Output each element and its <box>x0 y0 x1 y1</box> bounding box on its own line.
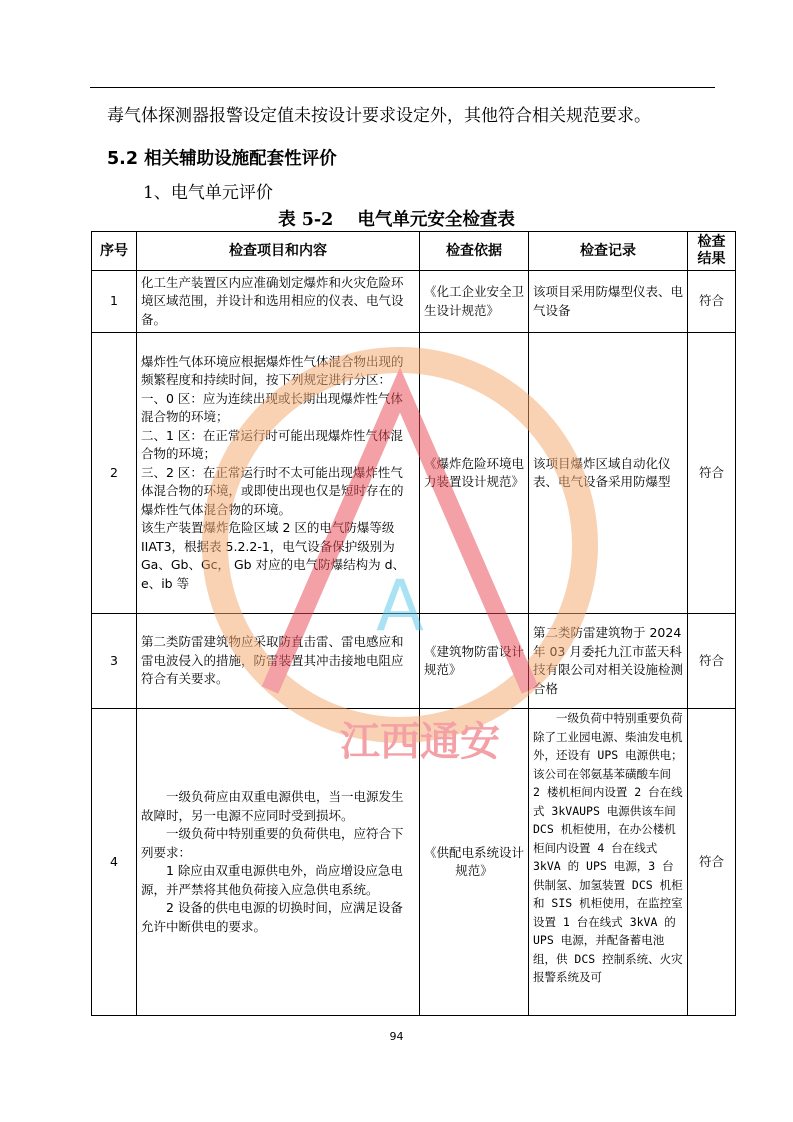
header-divider <box>90 87 715 88</box>
row-basis: 《供配电系统设计规范》 <box>420 709 529 1016</box>
table-caption-title: 电气单元安全检查表 <box>357 210 515 230</box>
table-header-row <box>92 232 736 271</box>
row-basis: 《建筑物防雷设计规范》 <box>420 614 529 709</box>
electrical-check-table <box>91 231 736 1016</box>
row-record: 一级负荷中特别重要负荷除了工业园电源、柴油发电机外，还设有 UPS 电源供电；该公司在邻氨基苯磺酸车间 2 楼机柜间内设置 2 台在线式 3kVAUPS 电源供该车间 DCS 机柜使用，在办公楼机柜间内设置 4 台在线式 3kVA 的 UPS 电源，3 台供制氢、加氢装置 DCS 机柜和 SIS 机柜使用，在监控室设置 1 台在线式 3kVA 的 UPS 电源，并配备蓄电池组，供 DCS 控制系统、火灾报警系统及可 <box>529 709 688 1016</box>
table-row <box>92 614 736 709</box>
section-title: 5.2 相关辅助设施配套性评价 <box>107 149 337 169</box>
table-caption-number: 表 5-2 <box>278 210 334 230</box>
row-no: 2 <box>92 333 137 614</box>
watermark-text: 江西通安 <box>340 719 500 765</box>
table-caption <box>0 206 793 231</box>
row-no: 4 <box>92 709 137 1016</box>
row-basis: 《爆炸危险环境电力装置设计规范》 <box>420 333 529 614</box>
intro-paragraph: 毒气体探测器报警设定值未按设计要求设定外，其他符合相关规范要求。 <box>107 106 651 126</box>
row-content: 第二类防雷建筑物应采取防直击雷、雷电感应和雷电波侵入的措施，防雷装置其冲击接地电阻应符合有关要求。 <box>137 614 420 709</box>
subsection-title: 1、电气单元评价 <box>143 183 273 203</box>
row-record: 该项目采用防爆型仪表、电气设备 <box>529 271 688 333</box>
table-row <box>92 333 736 614</box>
row-content: 爆炸性气体环境应根据爆炸性气体混合物出现的频繁程度和持续时间，按下列规定进行分区： 一、0 区：应为连续出现或长期出现爆炸性气体混合物的环境； 二、1 区：在正常运行时可能出现爆炸性气体混合物的环境； 三、2 区：在正常运行时不太可能出现爆炸性气体混合物的环境，或即使出现也仅是短时存在的爆炸性气体混合物的环境。 该生产装置爆炸危险区域 2 区的电气防爆等级 IIAT3，根据表 5.2.2-1，电气设备保护级别为 Ga、Gb、Gc， Gb 对应的电气防爆结构为 d、e、ib 等 <box>137 333 420 614</box>
row-no: 3 <box>92 614 137 709</box>
row-record: 该项目爆炸区域自动化仪表、电气设备采用防爆型 <box>529 333 688 614</box>
row-content: 化工生产装置区内应准确划定爆炸和火灾危险环境区域范围，并设计和选用相应的仪表、电气设备。 <box>137 271 420 333</box>
page-number: 94 <box>389 1030 404 1043</box>
header-record: 检查记录 <box>529 232 688 271</box>
header-basis: 检查依据 <box>420 232 529 271</box>
header-result: 检查结果 <box>688 232 736 271</box>
header-no: 序号 <box>92 232 137 271</box>
watermark-letter: A <box>376 565 424 647</box>
row-content: 一级负荷应由双重电源供电，当一电源发生故障时，另一电源不应同时受到损坏。 一级负荷中特别重要的负荷供电，应符合下列要求： 1 除应由双重电源供电外，尚应增设应急电源，并严禁将其他负荷接入应急供电系统。 2 设备的供电电源的切换时间，应满足设备允许中断供电的要求。 <box>137 709 420 1016</box>
row-result: 符合 <box>688 709 736 1016</box>
row-record: 第二类防雷建筑物于 2024 年 03 月委托九江市蓝天科技有限公司对相关设施检测合格 <box>529 614 688 709</box>
row-result: 符合 <box>688 271 736 333</box>
row-result: 符合 <box>688 333 736 614</box>
row-basis: 《化工企业安全卫生设计规范》 <box>420 271 529 333</box>
table-row <box>92 271 736 333</box>
row-no: 1 <box>92 271 137 333</box>
row-result: 符合 <box>688 614 736 709</box>
header-content: 检查项目和内容 <box>137 232 420 271</box>
table-row <box>92 709 736 1016</box>
